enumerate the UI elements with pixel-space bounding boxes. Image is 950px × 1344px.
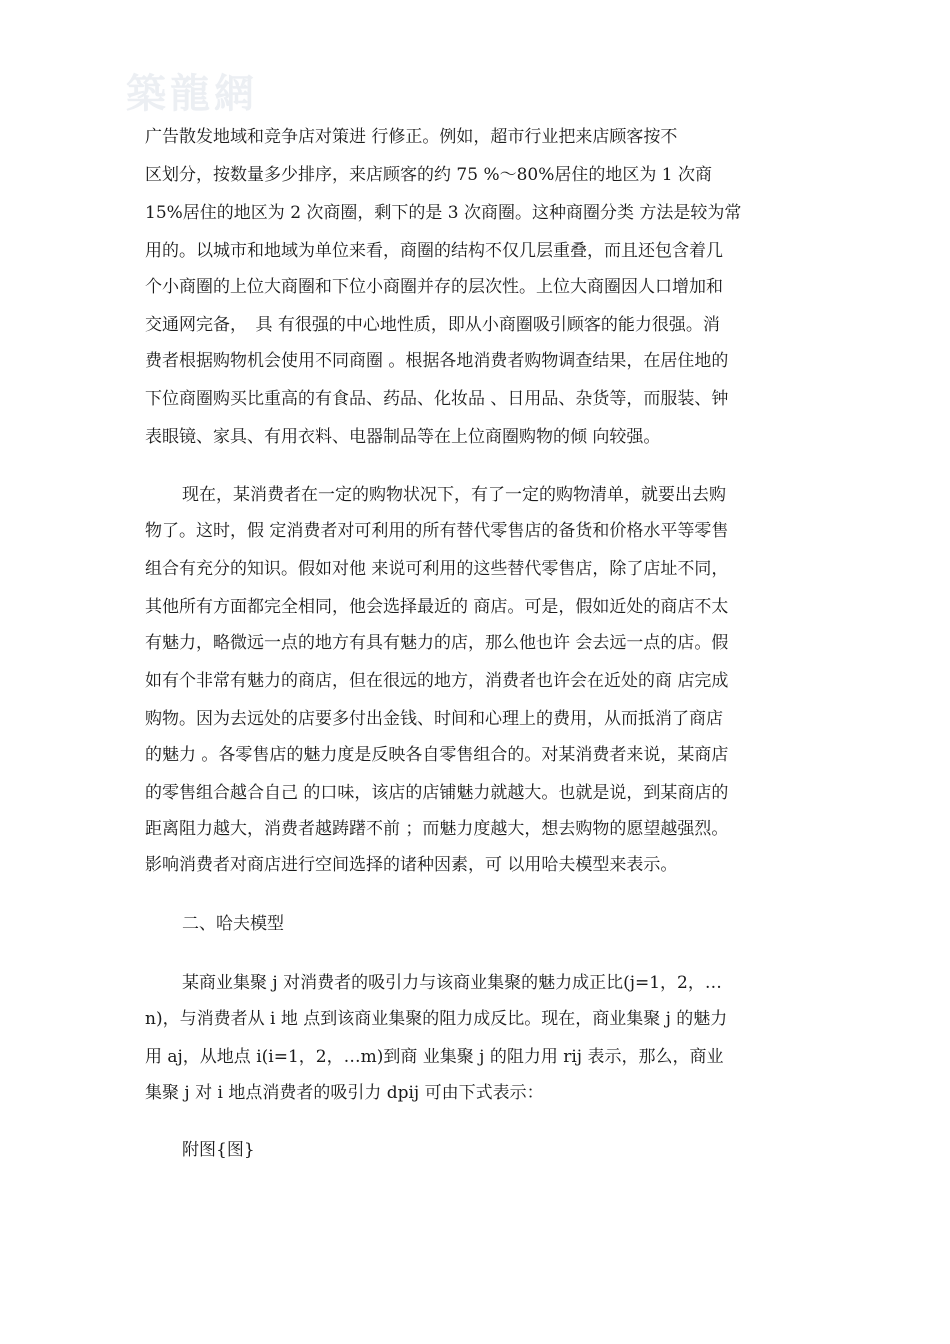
paragraph-2-line: 有魅力，略微远一点的地方有具有魅力的店，那么他也许 会去远一点的店。假 — [145, 633, 729, 653]
paragraph-1-line: 15%居住的地区为 2 次商圈，剩下的是 3 次商圈。这种商圈分类 方法是较为常 — [145, 203, 742, 223]
paragraph-2-line: 距离阻力越大，消费者越踌躇不前 ；而魅力度越大，想去购物的愿望越强烈。 — [145, 819, 729, 839]
paragraph-3-line: 集聚 j 对 i 地点消费者的吸引力 dpij 可由下式表示： — [145, 1083, 544, 1103]
paragraph-2-line: 现在，某消费者在一定的购物状况下，有了一定的购物清单，就要出去购 — [182, 485, 726, 505]
paragraph-2-line: 的魅力 。各零售店的魅力度是反映各自零售组合的。对某消费者来说，某商店 — [145, 745, 729, 765]
paragraph-2-line: 如有个非常有魅力的商店，但在很远的地方，消费者也许会在近处的商 店完成 — [145, 671, 729, 691]
watermark-logo: 築龍網 — [126, 70, 258, 117]
section-heading: 二、哈夫模型 — [182, 914, 284, 934]
paragraph-2-line: 影响消费者对商店进行空间选择的诸种因素，可 以用哈夫模型来表示。 — [145, 855, 678, 875]
paragraph-3-line: 某商业集聚 j 对消费者的吸引力与该商业集聚的魅力成正比(j=1，2，… — [182, 973, 722, 993]
figure-placeholder: 附图{图} — [182, 1140, 255, 1160]
paragraph-1-line: 区划分，按数量多少排序，来店顾客的约 75 %～80%居住的地区为 1 次商 — [145, 165, 713, 185]
paragraph-1-line: 表眼镜、家具、有用衣料、电器制品等在上位商圈购物的倾 向较强。 — [145, 427, 661, 447]
paragraph-2-line: 物了。这时，假 定消费者对可利用的所有替代零售店的备货和价格水平等零售 — [145, 521, 729, 541]
paragraph-1-line: 交通网完备， 具 有很强的中心地性质，即从小商圈吸引顾客的能力很强。消 — [145, 315, 720, 335]
paragraph-1-line: 费者根据购物机会使用不同商圈 。根据各地消费者购物调查结果，在居住地的 — [145, 351, 729, 371]
paragraph-1-line: 用的。以城市和地域为单位来看，商圈的结构不仅几层重叠，而且还包含着几 — [145, 241, 723, 261]
paragraph-2-line: 组合有充分的知识。假如对他 来说可利用的这些替代零售店，除了店址不同， — [145, 559, 729, 579]
paragraph-1-line: 广告散发地域和竞争店对策进 行修正。例如，超市行业把来店顾客按不 — [145, 127, 678, 147]
paragraph-3-line: n)，与消费者从 i 地 点到该商业集聚的阻力成反比。现在，商业集聚 j 的魅力 — [145, 1009, 728, 1029]
paragraph-1-line: 下位商圈购买比重高的有食品、药品、化妆品 、日用品、杂货等，而服装、钟 — [145, 389, 729, 409]
paragraph-2-line: 其他所有方面都完全相同，他会选择最近的 商店。可是，假如近处的商店不太 — [145, 597, 729, 617]
paragraph-3-line: 用 aj，从地点 i(i=1，2，…m)到商 业集聚 j 的阻力用 rij 表示，那么，商业 — [145, 1047, 724, 1067]
paragraph-1-line: 个小商圈的上位大商圈和下位小商圈并存的层次性。上位大商圈因人口增加和 — [145, 277, 723, 297]
paragraph-2-line: 购物。因为去远处的店要多付出金钱、时间和心理上的费用，从而抵消了商店 — [145, 709, 723, 729]
paragraph-2-line: 的零售组合越合自己 的口味，该店的店铺魅力就越大。也就是说，到某商店的 — [145, 783, 729, 803]
